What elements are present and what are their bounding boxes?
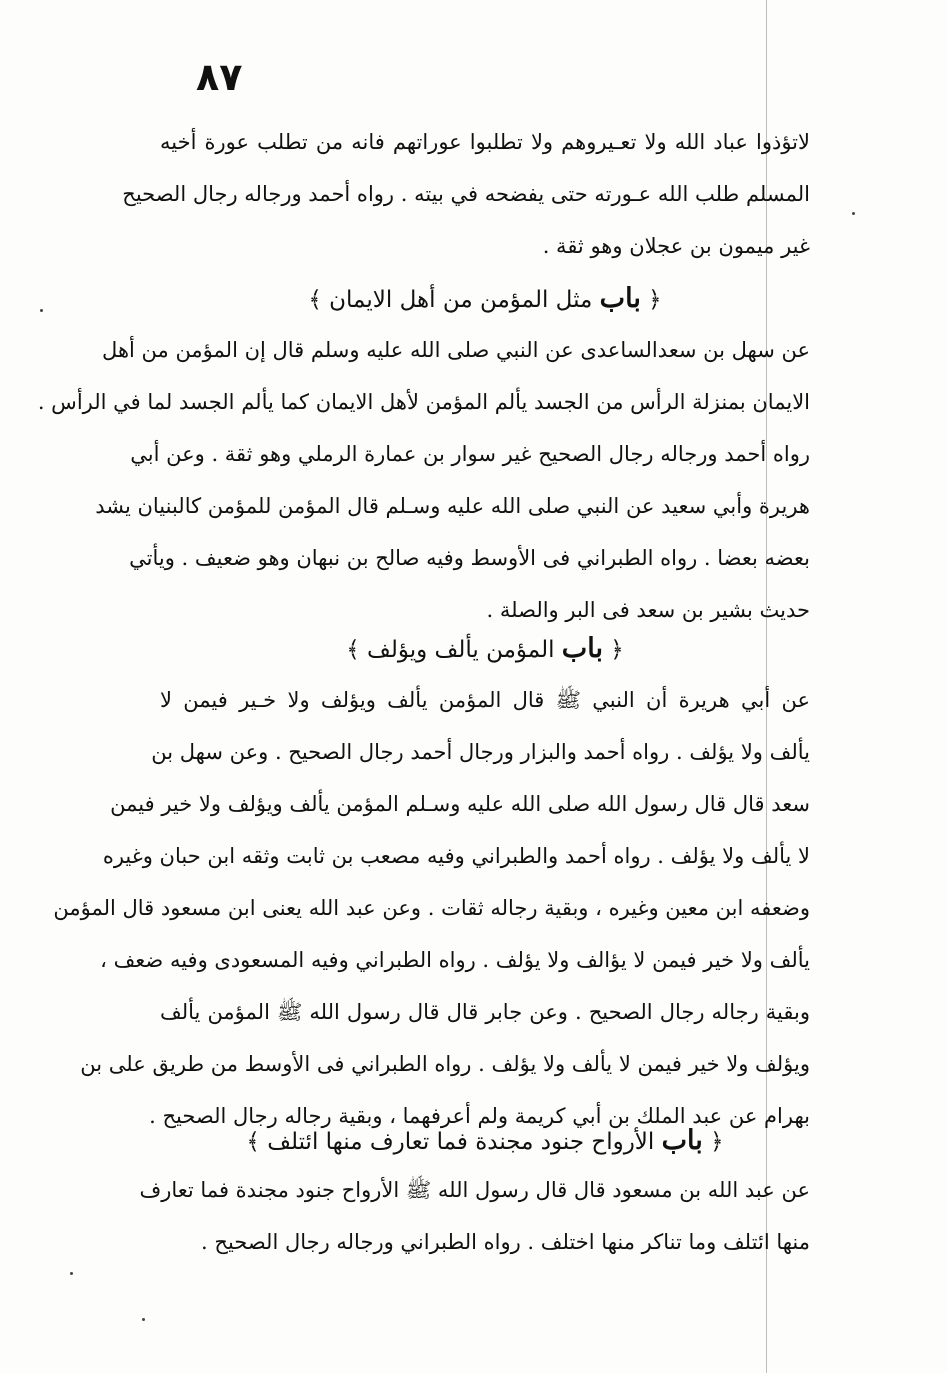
text-line: سعد قال قال رسول الله صلى الله عليه وسـلم المؤمن يألف ويؤلف ولا خير فيمن bbox=[110, 792, 810, 816]
heading-bracket-close: ﴾ bbox=[246, 1129, 260, 1155]
heading-bracket-open: ﴿ bbox=[610, 637, 624, 663]
text-line: ويؤلف ولا خير فيمن لا يألف ولا يؤلف . رواه الطبراني فى الأوسط من طريق على بن bbox=[80, 1052, 810, 1076]
paragraph-section bbox=[139, 1164, 810, 1268]
text-line: يألف ولا يؤلف . رواه أحمد والبزار ورجال أحمد رجال الصحيح . وعن سهل بن bbox=[151, 740, 810, 764]
heading-bab: باب bbox=[661, 1125, 703, 1156]
paragraph-section bbox=[53, 674, 810, 1142]
text-line: وبقية رجاله رجال الصحيح . وعن جابر قال قال رسول الله ﷺ المؤمن يألف bbox=[160, 1000, 810, 1024]
heading-title: المؤمن يألف ويؤلف bbox=[367, 637, 555, 663]
page-number: ٨٧ bbox=[196, 55, 243, 99]
heading-bracket-open: ﴿ bbox=[710, 1129, 724, 1155]
text-line: عن أبي هريرة أن النبي ﷺ قال المؤمن يألف ويؤلف ولا خـير فيمن لا bbox=[160, 688, 810, 712]
text-line: منها ائتلف وما تناكر منها اختلف . رواه الطبراني ورجاله رجال الصحيح . bbox=[201, 1230, 810, 1254]
chapter-heading bbox=[160, 626, 810, 672]
text-line: عن سهل بن سعدالساعدى عن النبي صلى الله عليه وسلم قال إن المؤمن من أهل bbox=[102, 338, 810, 362]
text-line: غير ميمون بن عجلان وهو ثقة . bbox=[542, 234, 810, 258]
text-line: حديث بشير بن سعد فى البر والصلة . bbox=[486, 598, 810, 622]
heading-bracket-close: ﴾ bbox=[346, 637, 360, 663]
paragraph-section bbox=[37, 324, 810, 636]
heading-bracket-open: ﴿ bbox=[648, 287, 662, 313]
text-line: بعضه بعضا . رواه الطبراني فى الأوسط وفيه صالح بن نبهان وهو ضعيف . ويأتي bbox=[129, 546, 810, 570]
text-line: المسلم طلب الله عـورته حتى يفضحه في بيته . رواه أحمد ورجاله رجال الصحيح bbox=[122, 182, 810, 206]
heading-bab: باب bbox=[599, 283, 641, 314]
heading-bracket-close: ﴾ bbox=[308, 287, 322, 313]
scan-speck bbox=[70, 1272, 73, 1275]
text-line: بهرام عن عبد الملك بن أبي كريمة ولم أعرفهما ، وبقية رجاله رجال الصحيح . bbox=[149, 1104, 810, 1128]
text-line: يألف ولا خير فيمن لا يؤالف ولا يؤلف . رواه الطبراني وفيه المسعودى وفيه ضعف ، bbox=[100, 948, 810, 972]
heading-bab: باب bbox=[561, 633, 603, 664]
scan-speck bbox=[40, 309, 43, 312]
text-line: لاتؤذوا عباد الله ولا تعـيروهم ولا تطلبوا عوراتهم فانه من تطلب عورة أخيه bbox=[160, 130, 810, 154]
chapter-heading bbox=[160, 276, 810, 322]
text-line: لا يألف ولا يؤلف . رواه أحمد والطبراني وفيه مصعب بن ثابت وثقه ابن حبان وغيره bbox=[102, 844, 810, 868]
paragraph-continuation bbox=[122, 116, 810, 272]
text-line: عن عبد الله بن مسعود قال قال رسول الله ﷺ الأرواح جنود مجندة فما تعارف bbox=[139, 1178, 810, 1202]
text-line: وضعفه ابن معين وغيره ، وبقية رجاله ثقات . وعن عبد الله يعنى ابن مسعود قال المؤمن bbox=[53, 896, 810, 920]
scan-speck bbox=[142, 1318, 145, 1321]
text-line: رواه أحمد ورجاله رجال الصحيح غير سوار بن عمارة الرملي وهو ثقة . وعن أبي bbox=[130, 442, 810, 466]
chapter-heading bbox=[160, 1118, 810, 1164]
scan-speck bbox=[852, 212, 855, 215]
heading-title: الأرواح جنود مجندة فما تعارف منها ائتلف bbox=[267, 1129, 655, 1155]
text-line: هريرة وأبي سعيد عن النبي صلى الله عليه وسـلم قال المؤمن للمؤمن كالبنيان يشد bbox=[95, 494, 810, 518]
heading-title: مثل المؤمن من أهل الايمان bbox=[329, 287, 593, 313]
text-line: الايمان بمنزلة الرأس من الجسد يألم المؤمن لأهل الايمان كما يألم الجسد لما في الرأس . bbox=[37, 390, 810, 414]
